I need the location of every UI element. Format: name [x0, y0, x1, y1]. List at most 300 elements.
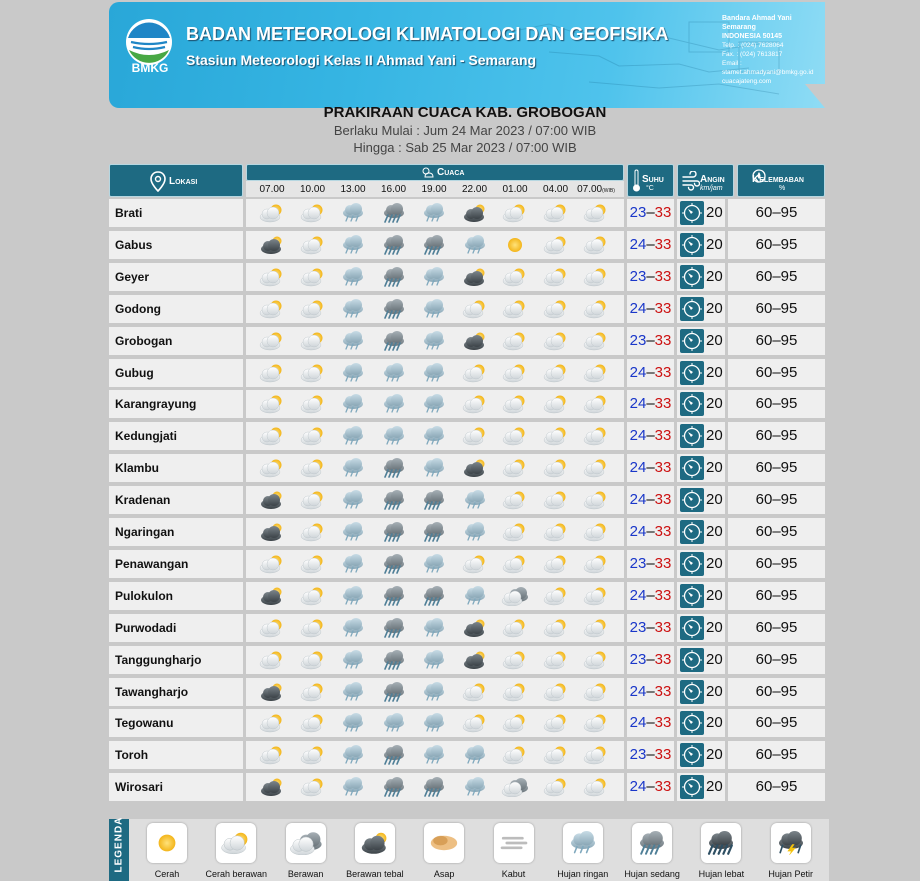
location-name: Godong	[109, 295, 243, 323]
time-slot-label	[252, 184, 292, 195]
agency-title: BADAN METEOROLOGI KLIMATOLOGI DAN GEOFISIKA	[186, 24, 669, 44]
hujan-sedang-icon	[379, 490, 409, 510]
cerah-berawan-icon	[581, 458, 611, 478]
hujan-sedang-icon	[419, 777, 449, 797]
time-slot-label	[455, 184, 495, 195]
hujan-ringan-icon	[338, 299, 368, 319]
time-value: 16.00	[380, 184, 407, 195]
legend-label: Cerah	[154, 869, 180, 879]
cerah-berawan-icon	[500, 363, 530, 383]
cerah-berawan-icon	[298, 299, 328, 319]
location-name: Pulokulon	[109, 582, 243, 610]
wind-speed: 20	[706, 586, 723, 604]
table-row[interactable]	[109, 390, 825, 418]
hujan-ringan-icon	[379, 426, 409, 446]
time-value: 10.00	[299, 184, 326, 195]
wind-icon	[682, 171, 700, 191]
berawan-tebal-icon	[460, 331, 490, 351]
wind-speed: 20	[706, 746, 723, 764]
hujan-ringan-icon	[419, 363, 449, 383]
wind-direction-icon	[680, 265, 704, 289]
weather-cells	[246, 709, 624, 737]
wind-direction-icon	[680, 680, 704, 704]
column-header-angin	[677, 164, 734, 197]
cerah-berawan-icon	[541, 235, 571, 255]
table-row[interactable]	[109, 231, 825, 259]
temp-max: 33	[654, 682, 672, 700]
time-value: 22.00	[461, 184, 488, 195]
wind-cell	[677, 646, 725, 674]
humidity-value: 60–95	[728, 263, 825, 291]
temp-max: 33	[654, 586, 672, 604]
hujan-sedang-icon	[379, 682, 409, 702]
location-name: Ngaringan	[109, 518, 243, 546]
legend-item	[201, 823, 271, 879]
hujan-sedang-icon	[379, 267, 409, 287]
cerah-berawan-icon	[581, 203, 611, 223]
table-row[interactable]	[109, 646, 825, 674]
hujan-ringan-icon	[338, 713, 368, 733]
legend-label: Berawan tebal	[346, 869, 404, 879]
cerah-berawan-icon	[541, 363, 571, 383]
wind-cell	[677, 231, 725, 259]
temp-min: 23	[629, 267, 647, 285]
temp-max: 33	[654, 363, 672, 381]
legend-label: Berawan	[287, 869, 324, 879]
cerah-berawan-icon	[257, 554, 287, 574]
column-header-suhu	[627, 164, 674, 197]
cerah-berawan-icon	[541, 490, 571, 510]
legend-item	[132, 823, 202, 879]
location-name: Gubug	[109, 359, 243, 387]
cerah-berawan-icon	[298, 777, 328, 797]
station-address	[722, 14, 825, 86]
humidity-value: 60–95	[728, 390, 825, 418]
wind-direction-icon	[680, 775, 704, 799]
cerah-berawan-icon	[257, 618, 287, 638]
location-name: Kedungjati	[109, 422, 243, 450]
hujan-ringan-icon	[460, 235, 490, 255]
cerah-berawan-icon	[500, 650, 530, 670]
asap-icon	[424, 823, 464, 863]
legend-item	[617, 823, 687, 879]
wind-speed: 20	[706, 554, 723, 572]
hujan-ringan-icon	[419, 554, 449, 574]
suhu-unit: °C	[646, 185, 654, 192]
temperature-range	[627, 199, 674, 227]
berawan-icon	[500, 777, 530, 797]
temp-max: 33	[654, 523, 672, 540]
table-row[interactable]	[109, 295, 825, 323]
hujan-ringan-icon	[460, 586, 490, 606]
hujan-sedang-icon	[379, 331, 409, 351]
hujan-sedang-icon	[379, 745, 409, 765]
hujan-ringan-icon	[419, 299, 449, 319]
wind-cell	[677, 263, 725, 291]
table-row[interactable]	[109, 709, 825, 737]
wind-cell	[677, 359, 725, 387]
cerah-berawan-icon	[541, 426, 571, 446]
location-pin-icon	[150, 171, 166, 192]
hujan-ringan-icon	[338, 522, 368, 542]
location-name: Purwodadi	[109, 614, 243, 642]
wind-direction-icon	[680, 361, 704, 385]
cerah-berawan-icon	[500, 458, 530, 478]
thermometer-icon	[632, 169, 641, 193]
weather-cells	[246, 486, 624, 514]
cerah-berawan-icon	[500, 426, 530, 446]
temperature-range	[627, 454, 674, 482]
temperature-range	[627, 773, 674, 801]
kelembaban-label: Kelembaban	[752, 174, 804, 185]
cerah-berawan-icon	[216, 823, 256, 863]
cerah-berawan-icon	[298, 426, 328, 446]
cerah-berawan-icon	[581, 331, 611, 351]
cerah-berawan-icon	[500, 490, 530, 510]
temp-max: 33	[654, 778, 672, 796]
temp-max: 33	[654, 235, 672, 253]
hujan-ringan-icon	[419, 267, 449, 287]
temp-max: 33	[654, 267, 672, 285]
hujan-sedang-icon	[379, 522, 409, 542]
wind-cell	[677, 678, 725, 706]
wind-direction-icon	[680, 329, 704, 353]
address-phone: Telp. : (024) 7628064	[722, 42, 784, 49]
hujan-ringan-icon	[419, 394, 449, 414]
wind-direction-icon	[680, 648, 704, 672]
cerah-berawan-icon	[298, 363, 328, 383]
temperature-range	[627, 486, 674, 514]
location-name: Brati	[109, 199, 243, 227]
cerah-berawan-icon	[500, 554, 530, 574]
hujan-sedang-icon	[379, 618, 409, 638]
humidity-value: 60–95	[728, 741, 825, 769]
wind-speed: 20	[706, 682, 723, 700]
cerah-berawan-icon	[298, 618, 328, 638]
hujan-ringan-icon	[338, 586, 368, 606]
table-row[interactable]	[109, 263, 825, 291]
legend-item	[409, 823, 479, 879]
hujan-ringan-icon	[419, 682, 449, 702]
table-row[interactable]	[109, 518, 825, 546]
hujan-ringan-icon	[460, 490, 490, 510]
cerah-berawan-icon	[581, 745, 611, 765]
cerah-berawan-icon	[581, 586, 611, 606]
temp-max: 33	[654, 299, 672, 317]
temp-dash: –	[646, 235, 655, 253]
cerah-berawan-icon	[460, 299, 490, 319]
temperature-range	[627, 550, 674, 578]
temp-min: 23	[629, 331, 647, 349]
temperature-range	[627, 359, 674, 387]
hujan-ringan-icon	[379, 394, 409, 414]
hujan-sedang-icon	[419, 490, 449, 510]
hujan-ringan-icon	[338, 682, 368, 702]
banner-fold-corner	[805, 84, 825, 108]
hujan-ringan-icon	[338, 777, 368, 797]
cerah-berawan-icon	[581, 713, 611, 733]
address-line: Bandara Ahmad Yani	[722, 15, 792, 22]
hujan-ringan-icon	[338, 331, 368, 351]
cerah-berawan-icon	[541, 554, 571, 574]
weather-cells	[246, 422, 624, 450]
temp-min: 24	[629, 459, 647, 477]
temp-dash: –	[646, 682, 655, 700]
wind-cell	[677, 454, 725, 482]
berawan-tebal-icon	[460, 458, 490, 478]
table-row[interactable]	[109, 550, 825, 578]
temp-dash: –	[646, 331, 655, 349]
cerah-berawan-icon	[541, 267, 571, 287]
lokasi-label: Lokasi	[169, 176, 198, 187]
cerah-berawan-icon	[257, 458, 287, 478]
hujan-sedang-icon	[379, 650, 409, 670]
temp-dash: –	[646, 554, 655, 572]
weather-cells	[246, 518, 624, 546]
temp-min: 24	[629, 427, 647, 445]
column-header-cuaca	[246, 164, 624, 181]
hujan-ringan-icon	[419, 745, 449, 765]
humidity-value: 60–95	[728, 422, 825, 450]
temp-dash: –	[646, 746, 655, 764]
temp-dash: –	[646, 363, 655, 381]
cerah-berawan-icon	[298, 522, 328, 542]
cerah-icon	[147, 823, 187, 863]
humidity-value: 60–95	[728, 550, 825, 578]
hujan-sedang-icon	[379, 554, 409, 574]
cerah-berawan-icon	[581, 490, 611, 510]
hujan-sedang-icon	[379, 458, 409, 478]
wind-direction-icon	[680, 743, 704, 767]
humidity-value: 60–95	[728, 518, 825, 546]
hujan-sedang-icon	[379, 586, 409, 606]
time-slot-label	[576, 184, 616, 195]
temp-max: 33	[654, 491, 672, 509]
temp-min: 24	[629, 682, 647, 700]
temp-min: 23	[629, 618, 647, 636]
time-slot-label	[293, 184, 333, 195]
kelembaban-unit: %	[779, 185, 786, 192]
cerah-berawan-icon	[541, 777, 571, 797]
hujan-ringan-icon	[563, 823, 603, 863]
table-row[interactable]	[109, 327, 825, 355]
legend-label: Kabut	[501, 869, 526, 879]
temp-dash: –	[646, 523, 655, 540]
legend-label: Hujan sedang	[624, 869, 680, 879]
location-name: Toroh	[109, 741, 243, 769]
cerah-berawan-icon	[298, 713, 328, 733]
berawan-tebal-icon	[257, 522, 287, 542]
hujan-ringan-icon	[460, 777, 490, 797]
cerah-berawan-icon	[257, 299, 287, 319]
cloud-sun-icon	[421, 166, 435, 179]
cerah-berawan-icon	[460, 554, 490, 574]
time-value: 19.00	[421, 184, 447, 195]
humidity-value: 60–95	[728, 295, 825, 323]
berawan-tebal-icon	[257, 490, 287, 510]
temp-max: 33	[654, 204, 672, 221]
temp-min: 24	[629, 299, 647, 317]
wind-direction-icon	[680, 488, 704, 512]
header-banner	[109, 2, 825, 108]
humidity-value: 60–95	[728, 614, 825, 642]
temperature-range	[627, 295, 674, 323]
wind-direction-icon	[680, 520, 704, 544]
wind-direction-icon	[680, 616, 704, 640]
cerah-berawan-icon	[460, 682, 490, 702]
temp-min: 23	[629, 746, 647, 764]
weather-cells	[246, 550, 624, 578]
legend-title: LEGENDA	[113, 816, 125, 873]
location-name: Grobogan	[109, 327, 243, 355]
table-row[interactable]	[109, 359, 825, 387]
cuaca-label: Cuaca	[437, 167, 465, 178]
hujan-ringan-icon	[338, 203, 368, 223]
temperature-range	[627, 518, 674, 546]
temp-dash: –	[646, 204, 655, 221]
table-row[interactable]	[109, 614, 825, 642]
temp-dash: –	[646, 778, 655, 796]
humidity-value: 60–95	[728, 773, 825, 801]
temp-min: 24	[629, 714, 647, 732]
wind-speed: 20	[706, 235, 723, 253]
legend-item	[340, 823, 410, 879]
berawan-tebal-icon	[257, 235, 287, 255]
cerah-berawan-icon	[581, 394, 611, 414]
table-row[interactable]	[109, 773, 825, 801]
address-fax: Fax. : (024) 7613817	[722, 51, 783, 58]
wind-speed: 20	[706, 778, 723, 796]
hujan-sedang-icon	[419, 586, 449, 606]
berawan-tebal-icon	[257, 586, 287, 606]
address-email[interactable]: Email : stamet.ahmadyani@bmkg.go.id	[722, 60, 814, 76]
timezone-label: (WIB)	[602, 188, 615, 194]
temp-dash: –	[646, 714, 655, 732]
location-name: Tegowanu	[109, 709, 243, 737]
table-row[interactable]	[109, 582, 825, 610]
wind-direction-icon	[680, 552, 704, 576]
legend-label: Hujan ringan	[557, 869, 609, 879]
cerah-berawan-icon	[460, 394, 490, 414]
cerah-berawan-icon	[541, 458, 571, 478]
wind-speed: 20	[706, 427, 723, 445]
weather-cells	[246, 199, 624, 227]
hujan-ringan-icon	[338, 554, 368, 574]
wind-speed: 20	[706, 523, 723, 540]
humidity-value: 60–95	[728, 327, 825, 355]
cerah-berawan-icon	[541, 713, 571, 733]
location-name: Tawangharjo	[109, 678, 243, 706]
address-line: Semarang	[722, 24, 756, 31]
table-row[interactable]	[109, 422, 825, 450]
weather-cells	[246, 678, 624, 706]
forecast-title: PRAKIRAAN CUACA KAB. GROBOGAN	[323, 104, 607, 121]
temp-max: 33	[654, 714, 672, 732]
cerah-berawan-icon	[581, 554, 611, 574]
cerah-berawan-icon	[257, 745, 287, 765]
cerah-berawan-icon	[500, 745, 530, 765]
humidity-value: 60–95	[728, 582, 825, 610]
legend-item	[548, 823, 618, 879]
temp-min: 23	[629, 204, 647, 221]
location-name: Gabus	[109, 231, 243, 259]
wind-direction-icon	[680, 233, 704, 257]
wind-cell	[677, 199, 725, 227]
temperature-range	[627, 263, 674, 291]
hujan-ringan-icon	[338, 235, 368, 255]
wind-cell	[677, 550, 725, 578]
wind-speed: 20	[706, 618, 723, 636]
cerah-berawan-icon	[541, 586, 571, 606]
temp-dash: –	[646, 650, 655, 668]
wind-direction-icon	[680, 584, 704, 608]
temp-min: 23	[629, 554, 647, 572]
time-slot-label	[495, 184, 535, 195]
wind-speed: 20	[706, 714, 723, 732]
table-row[interactable]	[109, 486, 825, 514]
cerah-berawan-icon	[581, 426, 611, 446]
temp-min: 24	[629, 363, 647, 381]
hujan-ringan-icon	[419, 458, 449, 478]
table-row[interactable]	[109, 454, 825, 482]
weather-cells	[246, 390, 624, 418]
cerah-berawan-icon	[257, 650, 287, 670]
cerah-berawan-icon	[500, 299, 530, 319]
hujan-ringan-icon	[419, 203, 449, 223]
time-slot-label	[374, 184, 414, 195]
berawan-tebal-icon	[257, 682, 287, 702]
hujan-petir-icon	[771, 823, 811, 863]
wind-cell	[677, 773, 725, 801]
weather-cells	[246, 327, 624, 355]
temp-dash: –	[646, 267, 655, 285]
legend-side-bar	[109, 816, 129, 881]
temp-dash: –	[646, 618, 655, 636]
hujan-sedang-icon	[379, 235, 409, 255]
cerah-berawan-icon	[541, 203, 571, 223]
cerah-berawan-icon	[257, 331, 287, 351]
wind-speed: 20	[706, 650, 723, 668]
address-website[interactable]: cuacajateng.com	[722, 78, 772, 85]
cerah-berawan-icon	[541, 682, 571, 702]
kabut-icon	[494, 823, 534, 863]
temp-max: 33	[654, 746, 672, 764]
legend-item	[479, 823, 549, 879]
cerah-berawan-icon	[500, 203, 530, 223]
humidity-value: 60–95	[728, 454, 825, 482]
table-row[interactable]	[109, 741, 825, 769]
temp-min: 23	[629, 650, 647, 668]
hujan-ringan-icon	[338, 745, 368, 765]
temp-max: 33	[654, 427, 672, 445]
cerah-berawan-icon	[500, 394, 530, 414]
cerah-berawan-icon	[257, 267, 287, 287]
cerah-berawan-icon	[298, 745, 328, 765]
table-row[interactable]	[109, 199, 825, 227]
weather-cells	[246, 231, 624, 259]
temp-max: 33	[654, 554, 672, 572]
temp-max: 33	[654, 618, 672, 636]
location-name: Geyer	[109, 263, 243, 291]
legend-label: Hujan lebat	[698, 869, 745, 879]
wind-speed: 20	[706, 299, 723, 317]
wind-speed: 20	[706, 459, 723, 477]
location-name: Penawangan	[109, 550, 243, 578]
table-row[interactable]	[109, 678, 825, 706]
weather-cells	[246, 582, 624, 610]
wind-direction-icon	[680, 456, 704, 480]
weather-cells	[246, 614, 624, 642]
